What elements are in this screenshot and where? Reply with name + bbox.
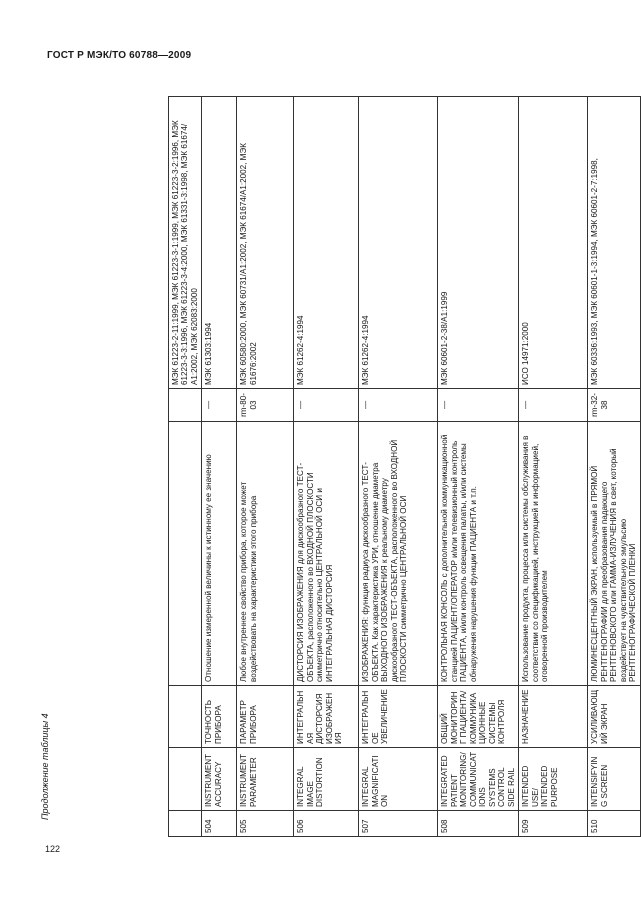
table-row xyxy=(438,97,519,837)
cell-number: 510 xyxy=(588,811,640,837)
cell-code: — xyxy=(294,389,359,422)
cell-source: ИСО 14971:2000 xyxy=(519,97,588,389)
table-row xyxy=(588,97,640,837)
cell-code: — xyxy=(519,389,588,422)
cell-english-term: INTENSIFYING SCREEN xyxy=(588,748,640,811)
cell-definition: ЛЮМИНЕСЦЕНТНЫЙ ЭКРАН, используемый в ПРЯМОЙ РЕНТГЕНОГРАФИИ для преобразования падающего РЕНТГЕНОВСКОГО или ГАММА-ИЗЛУЧЕНИЯ в свет, который воздействует на чувствительную эмульсию РЕНТГЕНОГРАФИЧЕСКОЙ ПЛЕНКИ xyxy=(588,422,640,686)
cell-russian-term: НАЗНАЧЕНИЕ xyxy=(519,686,588,748)
cell-english-term xyxy=(169,748,202,811)
cell-russian-term: ПАРАМЕТР ПРИБОРА xyxy=(237,686,294,748)
cell-source: МЭК 60601-2-38/А1:1999 xyxy=(438,97,519,389)
cell-russian-term: ИНТЕГРАЛЬНОЕ УВЕЛИЧЕНИЕ xyxy=(359,686,438,748)
page-number: 122 xyxy=(45,844,61,854)
table-caption: Продолжение таблицы 4 xyxy=(40,713,50,820)
cell-english-term: INTENDED USE/ INTENDED PURPOSE xyxy=(519,748,588,811)
table-row xyxy=(519,97,588,837)
table-row xyxy=(202,97,237,837)
cell-source: МЭК 61262-4:1994 xyxy=(294,97,359,389)
cell-code: rm-32-38 xyxy=(588,389,640,422)
cell-code: — xyxy=(438,389,519,422)
cell-number: 506 xyxy=(294,811,359,837)
cell-english-term: INSTRUMENT PARAMETER xyxy=(237,748,294,811)
cell-definition: Использование продукта, процесса или системы обслуживания в соответствии со спецификацией, инструкцией и информацией, оговоренной производителем xyxy=(519,422,588,686)
cell-number: 504 xyxy=(202,811,237,837)
cell-definition: ДИСТОРСИЯ ИЗОБРАЖЕНИЯ для дискообразного ТЕСТ-ОБЪЕКТА, расположенного во ВХОДНОЙ ПЛОСКОСТИ симметрично относительно ЦЕНТРАЛЬНОЙ ОСИ и ИНТЕГРАЛЬНАЯ ДИСТОРСИЯ xyxy=(294,422,359,686)
table-row xyxy=(169,97,202,837)
cell-code: — xyxy=(359,389,438,422)
cell-definition xyxy=(169,422,202,686)
cell-russian-term: УСИЛИВАЮЩИЙ ЭКРАН xyxy=(588,686,640,748)
cell-number xyxy=(169,811,202,837)
cell-russian-term xyxy=(169,686,202,748)
cell-definition: КОНТРОЛЬНАЯ КОНСОЛЬ с дополнительной коммуникационной станцией ПАЦИЕНТ/ОПЕРАТОР и/или телевизионный контроль ПАЦИЕНТА, и/или контроль освещения палаты, и/или системы обнаружения нарушения функции ПАЦИЕНТА и т.п. xyxy=(438,422,519,686)
cell-english-term: INTEGRAL IMAGE DISTORTION xyxy=(294,748,359,811)
cell-number: 507 xyxy=(359,811,438,837)
cell-source: МЭК 61262-4:1994 xyxy=(359,97,438,389)
cell-russian-term: ИНТЕГРАЛЬНАЯ ДИСТОРСИЯ ИЗОБРАЖЕНИЯ xyxy=(294,686,359,748)
terms-table xyxy=(168,96,641,837)
cell-english-term: INTEGRATED PATIENT MONITORING/COMMUNICATIONS SYSTEMS CONTROL SIDE RAIL xyxy=(438,748,519,811)
cell-definition: ИЗОБРАЖЕНИЯ: функция радиуса дискообразного ТЕСТ-ОБЪЕКТА. Как характеристика УРИ, отношение диаметра ВЫХОДНОГО ИЗОБРАЖЕНИЯ к реальному диаметру дискообразного ТЕСТ-ОБЪЕКТА, расположенного во ВХОДНОЙ ПЛОСКОСТИ симметрично ЦЕНТРАЛЬНОЙ ОСИ xyxy=(359,422,438,686)
table-row xyxy=(237,97,294,837)
cell-russian-term: ОБЩИЙ МОНИТОРИНГ ПАЦИЕНТА/КОММУНИКАЦИОННЫЕ СИСТЕМЫ КОНТРОЛЯ xyxy=(438,686,519,748)
cell-english-term: INTEGRAL MAGNIFICATION xyxy=(359,748,438,811)
cell-definition: Отношение измеренной величины к истинному ее значению xyxy=(202,422,237,686)
cell-code: rm-80-03 xyxy=(237,389,294,422)
cell-english-term: INSTRUMENT ACCURACY xyxy=(202,748,237,811)
cell-number: 509 xyxy=(519,811,588,837)
cell-number: 508 xyxy=(438,811,519,837)
table-row xyxy=(359,97,438,837)
cell-source: МЭК 61223-2-11:1999, МЭК 61223-3-1:1999, МЭК 61223-3-2:1996, МЭК 61223-3-3:1996, МЭК 61223-3-4:2000, МЭК 61331-3:1998, МЭК 61674/А1:2002, МЭК 62083:2000 xyxy=(169,97,202,389)
cell-code xyxy=(169,389,202,422)
cell-number: 505 xyxy=(237,811,294,837)
cell-definition: Любое внутреннее свойство прибора, которое может воздействовать на характеристики этого прибора xyxy=(237,422,294,686)
rotated-table-container xyxy=(168,97,638,837)
cell-code: — xyxy=(202,389,237,422)
cell-source: МЭК 61303:1994 xyxy=(202,97,237,389)
cell-source: МЭК 60580:2000, МЭК 60731/А1:2002, МЭК 61674/А1:2002, МЭК 61676:2002 xyxy=(237,97,294,389)
document-title: ГОСТ Р МЭК/ТО 60788—2009 xyxy=(47,50,192,61)
cell-source: МЭК 60336:1993, МЭК 60601-1-3:1994, МЭК 60601-2-7:1998, xyxy=(588,97,640,389)
table-row xyxy=(294,97,359,837)
cell-russian-term: ТОЧНОСТЬ ПРИБОРА xyxy=(202,686,237,748)
